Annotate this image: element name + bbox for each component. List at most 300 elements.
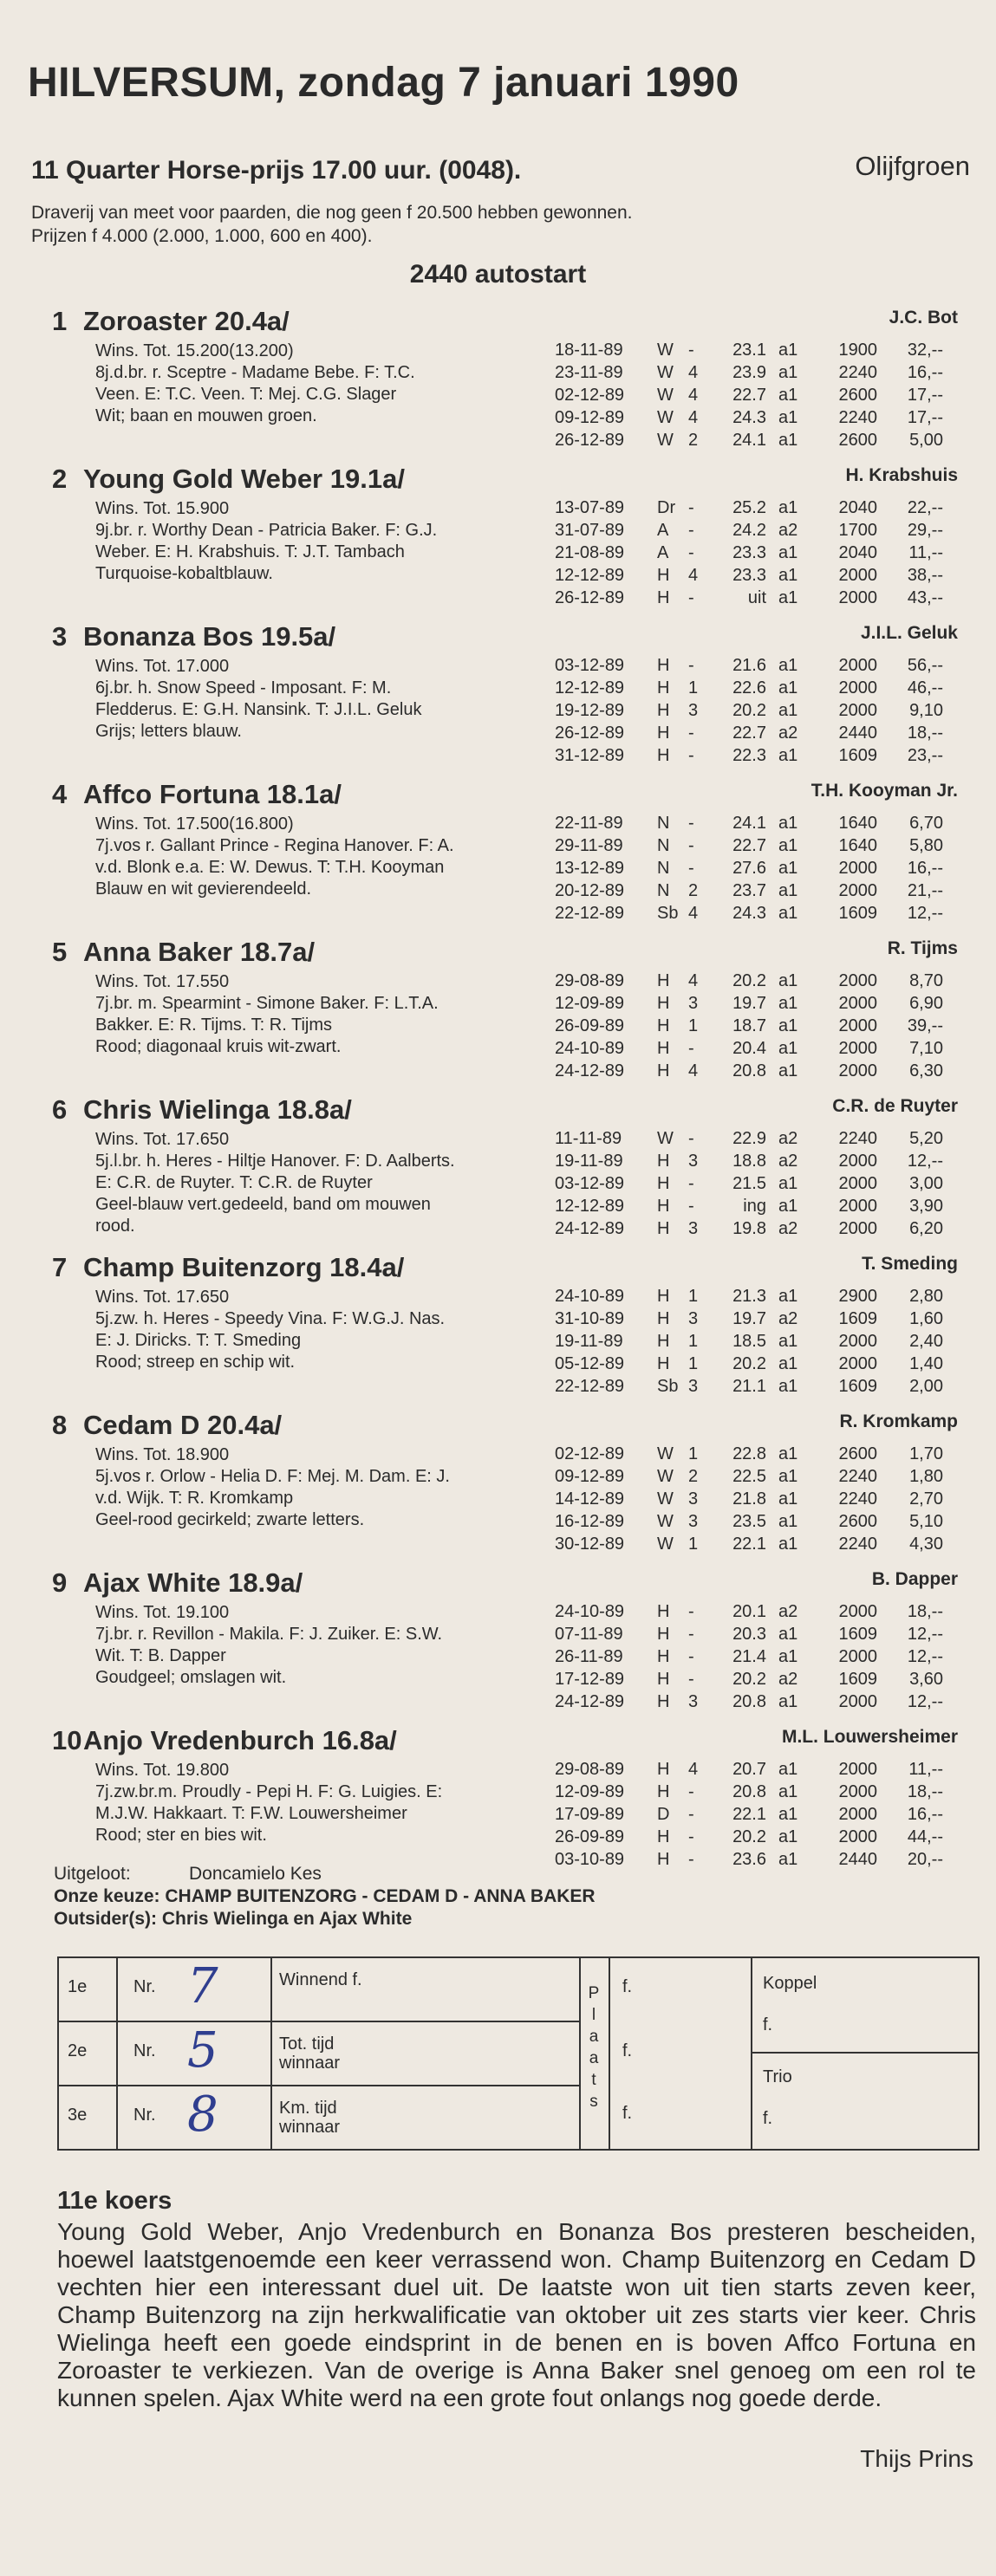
horse-name: Champ Buitenzorg 18.4a/ [83, 1252, 405, 1282]
form-cell: a1 [778, 1331, 798, 1351]
form-cell: 2440 [838, 723, 877, 743]
entry-number: 4 [52, 779, 68, 809]
form-cell: 22.8 [732, 1444, 766, 1463]
form-cell: H [657, 1038, 670, 1058]
slip-row-third [59, 2085, 579, 2149]
entry-number: 10 [52, 1725, 82, 1755]
form-cell: 2000 [838, 655, 877, 675]
form-cell: 2,70 [909, 1489, 943, 1509]
form-cell: - [688, 1669, 694, 1689]
horse-name: Young Gold Weber 19.1a/ [83, 464, 405, 494]
form-cell: 26-09-89 [555, 1827, 625, 1846]
detail-line: 5j.l.br. h. Heres - Hiltje Hanover. F: D. Aalberts. [95, 1152, 455, 1171]
race-entry [0, 1245, 996, 1403]
form-cell: a1 [778, 542, 798, 562]
horse-name: Anjo Vredenburch 16.8a/ [83, 1725, 397, 1755]
trainer-name: R. Kromkamp [839, 1411, 958, 1431]
form-cell: 5,80 [909, 835, 943, 855]
form-cell: 18-11-89 [555, 340, 623, 360]
form-cell: 2600 [838, 1444, 877, 1463]
form-cell: 12,-- [907, 1646, 943, 1666]
form-cell: 23-11-89 [555, 362, 623, 382]
form-cell: H [657, 1173, 670, 1193]
form-cell: a1 [778, 858, 798, 878]
form-row [555, 564, 943, 587]
form-cell: 22-11-89 [555, 813, 623, 833]
form-cell: 20-12-89 [555, 880, 625, 900]
form-cell: H [657, 678, 670, 698]
form-cell: H [657, 1353, 670, 1373]
form-cell: a1 [778, 1691, 798, 1711]
horse-details [95, 1287, 555, 1373]
form-cell: W [657, 340, 674, 360]
race-start-type: 2440 autostart [409, 260, 587, 289]
form-cell: 2240 [838, 1534, 877, 1554]
form-row [555, 1015, 943, 1037]
form-cell: 02-12-89 [555, 385, 625, 405]
form-cell: 22.3 [732, 745, 766, 765]
form-cell: H [657, 1646, 670, 1666]
slip-nr-label: Nr. [133, 2106, 156, 2125]
form-cell: 2000 [838, 1827, 877, 1846]
form-cell: W [657, 1466, 674, 1486]
detail-line: Rood; ster en bies wit. [95, 1826, 267, 1845]
entry-number: 8 [52, 1410, 68, 1440]
form-cell: 05-12-89 [555, 1353, 625, 1373]
form-cell: a1 [778, 407, 798, 427]
detail-line: Wins. Tot. 17.650 [95, 1130, 230, 1149]
form-row [555, 1826, 943, 1848]
form-cell: - [688, 1849, 694, 1869]
form-cell: 32,-- [907, 340, 943, 360]
form-cell: 2000 [838, 1015, 877, 1035]
recent-form-table [555, 812, 943, 925]
form-row [555, 879, 943, 902]
form-row [555, 1307, 943, 1330]
form-cell: 03-12-89 [555, 655, 625, 675]
form-cell: 2000 [838, 1601, 877, 1621]
form-cell: a1 [778, 1804, 798, 1824]
form-cell: 1640 [838, 813, 877, 833]
form-cell: a1 [778, 565, 798, 585]
entry-number: 7 [52, 1252, 68, 1282]
form-cell: N [657, 813, 670, 833]
form-cell: 09-12-89 [555, 407, 625, 427]
form-cell: D [657, 1804, 670, 1824]
trainer-name: J.C. Bot [889, 308, 958, 328]
detail-line: Veen. E: T.C. Veen. T: Mej. C.G. Slager [95, 385, 397, 404]
form-cell: 7,10 [909, 1038, 943, 1058]
analysis-text: Young Gold Weber, Anjo Vredenburch en Bonanza Bos presteren bescheiden, hoewel laatstgenoemde een keer verrassend won. Champ Buitenzorg en Cedam D vechten hier een interessant duel uit. De laatste won uit tien starts zeven keer, Champ Buitenzorg na zijn herkwalificatie van oktober uit zes starts vier keer. Chris Wielinga heeft een goede eindsprint in de benen en is boven Affco Fortuna en Zoroaster te verkiezen. Van de overige is Anna Baker snel genoeg om een rol te kunnen spelen. Ajax White werd na een grote fout onlangs nog goede derde. [57, 2218, 976, 2411]
form-cell: 39,-- [907, 1015, 943, 1035]
handwritten-number: 8 [187, 2086, 218, 2143]
form-cell: 2000 [838, 1646, 877, 1666]
form-cell: 2,40 [909, 1331, 943, 1351]
detail-line: 8j.d.br. r. Sceptre - Madame Bebe. F: T.C. [95, 363, 415, 382]
form-row [555, 1690, 943, 1713]
form-cell: 3 [688, 1691, 699, 1711]
form-cell: a1 [778, 655, 798, 675]
form-cell: 12-12-89 [555, 565, 625, 585]
slip-nr-label: Nr. [133, 1977, 156, 1996]
horse-details [95, 1129, 555, 1237]
form-cell: H [657, 1601, 670, 1621]
form-row [555, 654, 943, 677]
form-cell: 24-12-89 [555, 1061, 625, 1080]
form-cell: H [657, 655, 670, 675]
form-cell: 2000 [838, 970, 877, 990]
choice-value: CHAMP BUITENZORG - CEDAM D - ANNA BAKER [165, 1886, 596, 1906]
form-cell: 24-10-89 [555, 1286, 625, 1306]
form-cell: a1 [778, 587, 798, 607]
race-entry [0, 930, 996, 1087]
form-cell: - [688, 835, 694, 855]
form-cell: a1 [778, 993, 798, 1013]
entry-number: 1 [52, 306, 68, 336]
form-cell: 23.3 [732, 565, 766, 585]
form-cell: 3 [688, 1218, 699, 1238]
form-cell: 20.2 [732, 1353, 766, 1373]
form-cell: - [688, 723, 694, 743]
form-cell: 4 [688, 407, 699, 427]
form-cell: 2000 [838, 1331, 877, 1351]
detail-line: Geel-rood gecirkeld; zwarte letters. [95, 1510, 365, 1529]
form-cell: 12-09-89 [555, 1781, 625, 1801]
form-cell: 12,-- [907, 1691, 943, 1711]
form-cell: 9,10 [909, 700, 943, 720]
form-cell: a1 [778, 1489, 798, 1509]
form-cell: 2,80 [909, 1286, 943, 1306]
detail-line: Wins. Tot. 17.650 [95, 1288, 230, 1307]
form-cell: 20.2 [732, 970, 766, 990]
form-cell: 2000 [838, 678, 877, 698]
form-cell: 1609 [838, 1669, 877, 1689]
trio-label: Trio [763, 2067, 792, 2086]
detail-line: Wins. Tot. 19.800 [95, 1761, 230, 1780]
detail-line: 5j.zw. h. Heres - Speedy Vina. F: W.G.J. Nas. [95, 1309, 446, 1328]
form-cell: - [688, 1804, 694, 1824]
form-row [555, 339, 943, 361]
form-cell: H [657, 745, 670, 765]
form-cell: a2 [778, 1601, 798, 1621]
form-cell: 19.7 [732, 1308, 766, 1328]
form-cell: 23.7 [732, 880, 766, 900]
horse-name: Cedam D 20.4a/ [83, 1410, 283, 1440]
form-cell: 02-12-89 [555, 1444, 625, 1463]
horse-details [95, 1760, 555, 1846]
form-cell: 24.2 [732, 520, 766, 540]
form-cell: 4 [688, 970, 699, 990]
form-cell: W [657, 1534, 674, 1554]
form-cell: 24-10-89 [555, 1601, 625, 1621]
form-cell: 19.7 [732, 993, 766, 1013]
form-cell: 24-12-89 [555, 1691, 625, 1711]
form-cell: 4 [688, 1061, 699, 1080]
detail-line: 7j.zw.br.m. Proudly - Pepi H. F: G. Luigies. E: [95, 1782, 443, 1801]
form-cell: H [657, 1691, 670, 1711]
form-cell: W [657, 1489, 674, 1509]
detail-line: Bakker. E: R. Tijms. T: R. Tijms [95, 1015, 333, 1035]
plaats-vertical-label: P l a a t s [579, 1958, 610, 2149]
recent-form-table [555, 654, 943, 767]
form-row [555, 1060, 943, 1082]
form-cell: a1 [778, 497, 798, 517]
form-cell: 1 [688, 1286, 699, 1306]
recent-form-table [555, 970, 943, 1082]
form-cell: 24.1 [732, 430, 766, 450]
entry-number: 6 [52, 1094, 68, 1125]
form-cell: 31-12-89 [555, 745, 625, 765]
handwritten-number: 5 [187, 2022, 218, 2079]
form-cell: 16,-- [907, 362, 943, 382]
form-cell: - [688, 1646, 694, 1666]
form-cell: a2 [778, 1308, 798, 1328]
slip-field-label: Tot. tijd winnaar [279, 2034, 341, 2073]
form-cell: 24-10-89 [555, 1038, 625, 1058]
form-cell: 27.6 [732, 858, 766, 878]
race-description [31, 201, 633, 248]
form-cell: H [657, 1669, 670, 1689]
koppel-trio [752, 1958, 978, 2149]
form-cell: - [688, 655, 694, 675]
detail-line: Wins. Tot. 18.900 [95, 1445, 230, 1464]
form-cell: 2040 [838, 542, 877, 562]
koppel-f: f. [763, 2015, 773, 2034]
race-entry [0, 457, 996, 614]
form-cell: - [688, 1781, 694, 1801]
form-cell: a1 [778, 1466, 798, 1486]
form-cell: 16,-- [907, 858, 943, 878]
detail-line: Wit; baan en mouwen groen. [95, 406, 317, 425]
form-row [555, 1758, 943, 1781]
form-cell: - [688, 520, 694, 540]
form-cell: W [657, 385, 674, 405]
form-cell: a1 [778, 1196, 798, 1216]
form-row [555, 1353, 943, 1375]
plaats-f-1: f. [622, 1977, 633, 1996]
form-cell: 22.1 [732, 1804, 766, 1824]
form-cell: H [657, 993, 670, 1013]
form-cell: 2000 [838, 1061, 877, 1080]
form-cell: 19-11-89 [555, 1151, 623, 1171]
form-row [555, 857, 943, 879]
form-cell: W [657, 1444, 674, 1463]
detail-line: Wit. T: B. Dapper [95, 1646, 226, 1665]
trainer-name: J.I.L. Geluk [860, 623, 958, 643]
form-cell: 5,00 [909, 430, 943, 450]
withdrawn-line [54, 1863, 596, 1885]
form-row [555, 1533, 943, 1555]
form-cell: W [657, 362, 674, 382]
trainer-name: T.H. Kooyman Jr. [810, 781, 958, 801]
form-cell: 46,-- [907, 678, 943, 698]
form-cell: 2000 [838, 1173, 877, 1193]
form-cell: 1640 [838, 835, 877, 855]
form-row [555, 970, 943, 992]
detail-line: Wins. Tot. 15.900 [95, 499, 230, 518]
form-cell: a1 [778, 1624, 798, 1644]
race-entry [0, 614, 996, 772]
form-cell: a1 [778, 1353, 798, 1373]
form-cell: 17-09-89 [555, 1804, 625, 1824]
form-cell: - [688, 1196, 694, 1216]
form-cell: 1609 [838, 745, 877, 765]
form-cell: 2000 [838, 1759, 877, 1779]
detail-line: rood. [95, 1217, 135, 1236]
form-cell: 5,20 [909, 1128, 943, 1148]
form-cell: 11,-- [908, 542, 943, 562]
detail-line: Weber. E: H. Krabshuis. T: J.T. Tambach [95, 542, 405, 561]
form-cell: 3 [688, 1151, 699, 1171]
form-cell: 3 [688, 1376, 699, 1396]
form-cell: 3 [688, 993, 699, 1013]
horse-details [95, 971, 555, 1058]
form-cell: a1 [778, 1827, 798, 1846]
form-cell: 3 [688, 1308, 699, 1328]
form-cell: 22.5 [732, 1466, 766, 1486]
recent-form-table [555, 496, 943, 609]
form-cell: a1 [778, 1061, 798, 1080]
form-cell: 6,70 [909, 813, 943, 833]
choice-label: Onze keuze: [54, 1886, 160, 1906]
form-cell: 14-12-89 [555, 1489, 625, 1509]
form-row [555, 1217, 943, 1240]
form-cell: a1 [778, 1646, 798, 1666]
form-row [555, 1668, 943, 1690]
detail-line: E: C.R. de Ruyter. T: C.R. de Ruyter [95, 1173, 373, 1192]
horse-name: Affco Fortuna 18.1a/ [83, 779, 342, 809]
form-cell: 3,60 [909, 1669, 943, 1689]
form-cell: H [657, 1331, 670, 1351]
form-cell: 2240 [838, 362, 877, 382]
trio-f: f. [763, 2109, 773, 2128]
form-cell: 19.8 [732, 1218, 766, 1238]
form-cell: 5,10 [909, 1511, 943, 1531]
trainer-name: C.R. de Ruyter [832, 1096, 958, 1116]
form-cell: 11-11-89 [555, 1128, 622, 1148]
form-cell: 23.9 [732, 362, 766, 382]
form-row [555, 1465, 943, 1488]
race-entry [0, 1087, 996, 1245]
form-cell: 8,70 [909, 970, 943, 990]
form-cell: 18.7 [732, 1015, 766, 1035]
form-cell: 20.2 [732, 1827, 766, 1846]
form-cell: 2600 [838, 1511, 877, 1531]
form-cell: - [688, 497, 694, 517]
form-cell: 23,-- [907, 745, 943, 765]
form-cell: 1609 [838, 1624, 877, 1644]
form-cell: N [657, 858, 670, 878]
outsider-value: Chris Wielinga en Ajax White [161, 1909, 413, 1929]
form-cell: 26-11-89 [555, 1646, 623, 1666]
form-cell: 21.3 [732, 1286, 766, 1306]
form-cell: 1 [688, 1534, 699, 1554]
form-cell: a1 [778, 835, 798, 855]
form-cell: W [657, 1128, 674, 1148]
form-cell: 23.3 [732, 542, 766, 562]
form-cell: a1 [778, 1444, 798, 1463]
form-cell: H [657, 1624, 670, 1644]
recent-form-table [555, 1600, 943, 1713]
form-row [555, 1645, 943, 1668]
detail-line: 7j.br. r. Revillon - Makila. F: J. Zuiker. E: S.W. [95, 1625, 443, 1644]
form-cell: 12-12-89 [555, 1196, 625, 1216]
horse-name: Zoroaster 20.4a/ [83, 306, 290, 336]
race-prizes: Prijzen f 4.000 (2.000, 1.000, 600 en 400). [31, 226, 373, 246]
form-cell: 09-12-89 [555, 1466, 625, 1486]
form-cell: 22.9 [732, 1128, 766, 1148]
detail-line: v.d. Wijk. T: R. Kromkamp [95, 1489, 294, 1508]
form-cell: a1 [778, 1781, 798, 1801]
form-cell: 2000 [838, 1218, 877, 1238]
form-cell: a1 [778, 700, 798, 720]
form-cell: 29-08-89 [555, 970, 625, 990]
form-cell: a1 [778, 1286, 798, 1306]
slip-row-second [59, 2021, 579, 2085]
form-cell: 2000 [838, 587, 877, 607]
form-cell: 22,-- [907, 497, 943, 517]
form-cell: H [657, 1196, 670, 1216]
analysis-title: 11e koers [57, 2187, 173, 2215]
form-cell: 1 [688, 1444, 699, 1463]
detail-line: Wins. Tot. 17.550 [95, 972, 230, 991]
form-cell: 20.8 [732, 1781, 766, 1801]
form-cell: 2600 [838, 385, 877, 405]
horse-name: Ajax White 18.9a/ [83, 1567, 303, 1598]
withdrawn-label: Uitgeloot: [54, 1864, 131, 1884]
form-cell: H [657, 1286, 670, 1306]
form-cell: a1 [778, 880, 798, 900]
form-cell: 18.5 [732, 1331, 766, 1351]
form-cell: 2 [688, 1466, 699, 1486]
form-row [555, 812, 943, 834]
form-cell: 20.2 [732, 700, 766, 720]
betting-slip [57, 1956, 980, 2151]
form-cell: 2000 [838, 1038, 877, 1058]
form-cell: 43,-- [907, 587, 943, 607]
form-cell: a2 [778, 520, 798, 540]
form-cell: H [657, 1827, 670, 1846]
form-cell: 22.1 [732, 1534, 766, 1554]
form-cell: 2000 [838, 700, 877, 720]
form-cell: 1 [688, 1015, 699, 1035]
detail-line: 7j.vos r. Gallant Prince - Regina Hanover. F: A. [95, 836, 454, 855]
form-cell: 20.8 [732, 1061, 766, 1080]
form-cell: a1 [778, 1534, 798, 1554]
form-cell: 2000 [838, 565, 877, 585]
form-cell: H [657, 1781, 670, 1801]
trainer-name: R. Tijms [887, 938, 958, 958]
race-entry [0, 299, 996, 457]
form-cell: 18.8 [732, 1151, 766, 1171]
form-cell: - [688, 1601, 694, 1621]
detail-line: Wins. Tot. 19.100 [95, 1603, 230, 1622]
form-cell: a1 [778, 903, 798, 923]
form-cell: 21-08-89 [555, 542, 625, 562]
form-cell: a1 [778, 1759, 798, 1779]
recent-form-table [555, 1127, 943, 1240]
form-row [555, 1037, 943, 1060]
form-cell: a2 [778, 1218, 798, 1238]
form-cell: 1900 [838, 340, 877, 360]
form-cell: - [688, 1038, 694, 1058]
trainer-name: M.L. Louwersheimer [781, 1727, 958, 1747]
form-cell: 31-07-89 [555, 520, 625, 540]
form-row [555, 992, 943, 1015]
form-row [555, 429, 943, 451]
outsider-label: Outsider(s): [54, 1909, 158, 1929]
form-row [555, 384, 943, 406]
